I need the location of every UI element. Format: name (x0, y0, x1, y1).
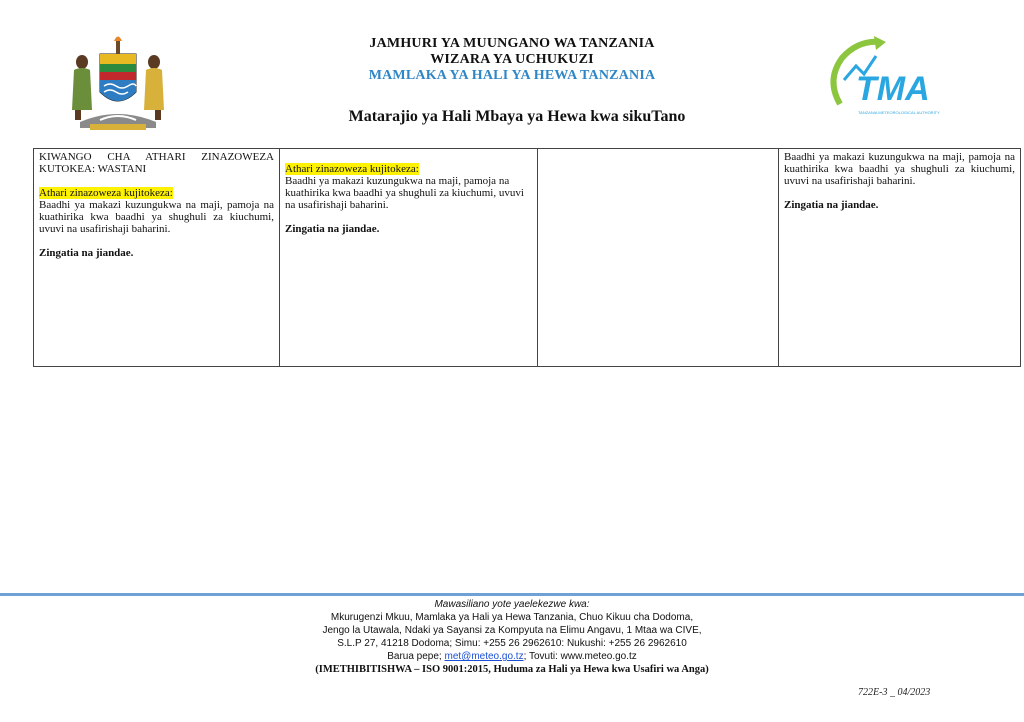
ministry-name: WIZARA YA UCHUKUZI (430, 52, 594, 67)
tma-logo-tagline: TANZANIA METEOROLOGICAL AUTHORITY (858, 110, 940, 115)
footer-divider (0, 593, 1024, 596)
contact-heading: Mawasiliano yote yaelekezwe kwa: (434, 599, 590, 610)
advice-text: Zingatia na jiandae. (784, 199, 879, 211)
impacts-text: Baadhi ya makazi kuzungukwa na maji, pamoja na kuathirika kwa baadhi ya shughuli za kiuchumi, uvuvi na usafirishaji baharini. (285, 175, 524, 211)
table-cell-day4 (779, 149, 1020, 366)
republic-name: JAMHURI YA MUUNGANO WA TANZANIA (369, 36, 655, 51)
impacts-text: Baadhi ya makazi kuzungukwa na maji, pamoja na kuathirika kwa baadhi ya shughuli za kiuchumi, uvuvi na usafirishaji baharini. (784, 151, 1015, 187)
impacts-text: Baadhi ya makazi kuzungukwa na maji, pamoja na kuathirika kwa baadhi ya shughuli za kiuchumi, uvuvi na usafirishaji baharini. (39, 199, 274, 235)
advice-text: Zingatia na jiandae. (285, 223, 380, 235)
email-label: Barua pepe; (387, 651, 442, 662)
table-cell-day1 (34, 149, 280, 366)
impact-level: KIWANGO CHA ATHARI ZINAZOWEZA KUTOKEA: WASTANI (39, 151, 274, 175)
website-text: ; Tovuti: www.meteo.go.tz (523, 651, 637, 662)
authority-name: MAMLAKA YA HALI YA HEWA TANZANIA (368, 68, 656, 83)
impacts-heading: Athari zinazoweza kujitokeza: (285, 163, 419, 175)
footer (0, 598, 1024, 676)
letterhead (0, 36, 1024, 84)
document-code: 722E-3 _ 04/2023 (858, 687, 931, 698)
table-cell-day3 (538, 149, 779, 366)
address-line-3: S.L.P 27, 41218 Dodoma; Simu: +255 26 2962610: Nukushi: +255 26 2962610 (337, 638, 687, 649)
advice-text: Zingatia na jiandae. (39, 247, 134, 259)
address-line-2: Jengo la Utawala, Ndaki ya Sayansi za Kompyuta na Elimu Angavu, 1 Mtaa wa CIVE, (322, 625, 702, 636)
certification: (IMETHIBITISHWA – ISO 9001:2015, Huduma za Hali ya Hewa kwa Usafiri wa Anga) (315, 664, 709, 675)
impacts-heading: Athari zinazoweza kujitokeza: (39, 187, 173, 199)
email-link[interactable]: met@meteo.go.tz (444, 651, 524, 662)
table-cell-day2 (280, 149, 538, 366)
forecast-table (33, 148, 1021, 367)
tma-logo-text: TMA (856, 70, 930, 108)
email-web-line (0, 650, 1024, 663)
page-title: Matarajio ya Hali Mbaya ya Hewa kwa sikuTano (348, 108, 686, 125)
address-line-1: Mkurugenzi Mkuu, Mamlaka ya Hali ya Hewa Tanzania, Chuo Kikuu cha Dodoma, (330, 612, 694, 623)
